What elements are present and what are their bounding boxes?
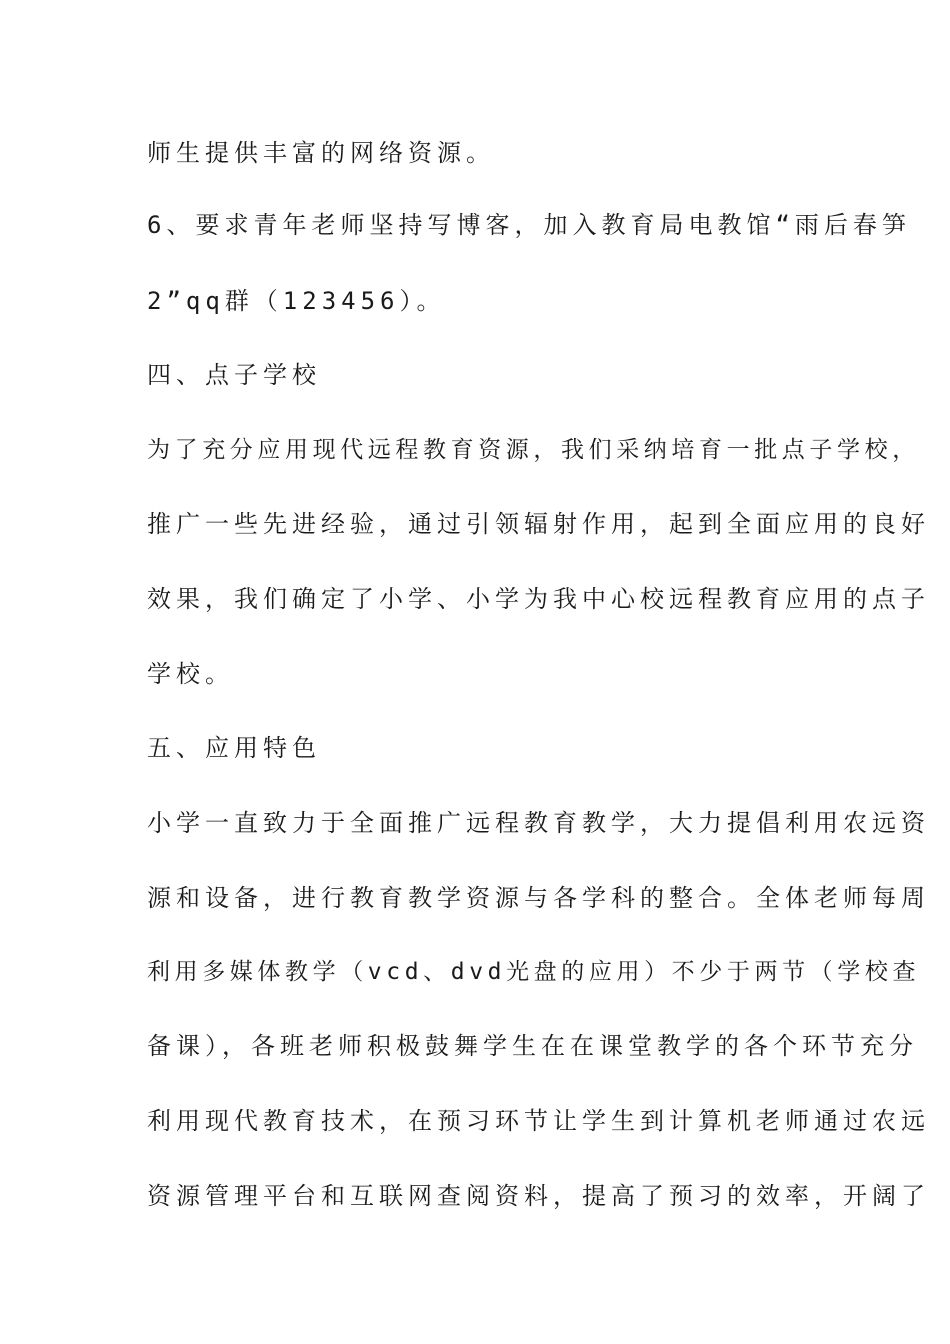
section-heading: 五、应用特色 [147,734,321,762]
text-line: 备课），各班老师积极鼓舞学生在在课堂教学的各个环节充分 [147,1032,918,1060]
text-line: 为了充分应用现代远程教育资源，我们采纳培育一批点子学校， [147,437,920,463]
text-line: 学校。 [147,660,234,688]
text-line: 效果，我们确定了小学、小学为我中心校远程教育应用的点子 [147,585,930,613]
text-line: 2”qq群（123456）。 [147,287,446,315]
text-line: 小学一直致力于全面推广远程教育教学，大力提倡利用农远资 [147,809,930,837]
section-heading: 四、点子学校 [147,361,321,389]
text-line: 利用现代教育技术，在预习环节让学生到计算机老师通过农远 [147,1107,930,1135]
text-line: 6、要求青年老师坚持写博客，加入教育局电教馆“雨后春笋 [147,211,911,239]
text-line: 师生提供丰富的网络资源。 [147,139,495,167]
text-line: 资源管理平台和互联网查阅资料，提高了预习的效率，开阔了 [147,1182,930,1210]
text-line: 源和设备，进行教育教学资源与各学科的整合。全体老师每周 [147,884,930,912]
text-line: 推广一些先进经验，通过引领辐射作用，起到全面应用的良好 [147,510,930,538]
text-line: 利用多媒体教学（vcd、dvd光盘的应用）不少于两节（学校查 [147,959,921,985]
